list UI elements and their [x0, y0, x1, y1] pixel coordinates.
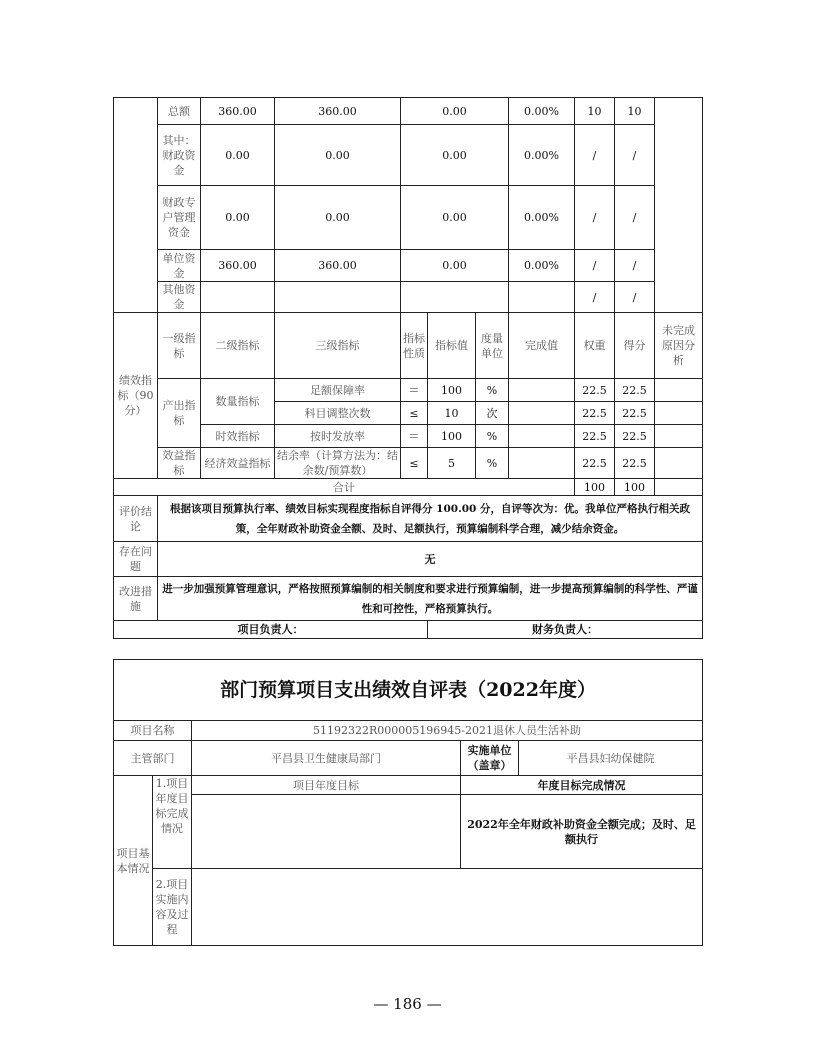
- done: [509, 448, 575, 479]
- page-number: — 186 —: [373, 995, 442, 1013]
- budget-row: [114, 282, 703, 313]
- score: 22.5: [615, 448, 655, 479]
- header-score: 得分: [615, 313, 655, 379]
- executed: 0.00: [401, 250, 509, 282]
- indicator: 按时发放率: [275, 425, 401, 448]
- annual-budget: 360.00: [201, 250, 275, 282]
- problems-text: 无: [158, 542, 703, 577]
- annual-budget: [201, 282, 275, 313]
- nature: ＝: [401, 379, 428, 402]
- value: 10: [428, 402, 476, 425]
- header-level2: 二级指标: [201, 313, 275, 379]
- goal-text: [192, 795, 461, 869]
- completion-text: 2022年全年财政补助资金全额完成；及时、足额执行: [461, 795, 703, 869]
- weight: /: [575, 186, 615, 250]
- unit: %: [476, 425, 509, 448]
- full-year-budget: [275, 282, 401, 313]
- done: [509, 379, 575, 402]
- total-score: 100: [615, 479, 655, 496]
- weight: 22.5: [575, 379, 615, 402]
- project-lead-signature: 项目负责人：: [114, 621, 428, 639]
- done: [509, 425, 575, 448]
- reason: [655, 402, 703, 425]
- row-label: 总额: [158, 98, 201, 125]
- execution-rate: 0.00%: [509, 98, 575, 125]
- value: 100: [428, 379, 476, 402]
- form-title: 部门预算项目支出绩效自评表（2022年度）: [114, 660, 703, 721]
- perf-section-label: 绩效指标（90分）: [114, 313, 158, 479]
- executed: [401, 282, 509, 313]
- full-year-budget: 360.00: [275, 250, 401, 282]
- basic-info-label: 项目基本情况: [114, 776, 153, 946]
- header-unit: 度量单位: [476, 313, 509, 379]
- cell-blank: [655, 479, 703, 496]
- score: /: [615, 186, 655, 250]
- self-evaluation-form: [113, 659, 703, 946]
- header-done: 完成值: [509, 313, 575, 379]
- weight: 10: [575, 98, 615, 125]
- full-year-budget: 0.00: [275, 186, 401, 250]
- value: 100: [428, 425, 476, 448]
- perf-row: [114, 379, 703, 402]
- score: 22.5: [615, 402, 655, 425]
- budget-row: [114, 125, 703, 186]
- annual-budget: 360.00: [201, 98, 275, 125]
- level1-benefit: 效益指标: [158, 448, 201, 479]
- full-year-budget: 0.00: [275, 125, 401, 186]
- perf-header-row: [114, 313, 703, 379]
- header-reason: 未完成原因分析: [655, 313, 703, 379]
- indicator: 足额保障率: [275, 379, 401, 402]
- row-label: 其他资金: [158, 282, 201, 313]
- weight: 22.5: [575, 425, 615, 448]
- row-label: 其中：财政资金: [158, 125, 201, 186]
- done: [509, 402, 575, 425]
- executed: 0.00: [401, 186, 509, 250]
- reason: [655, 379, 703, 402]
- conclusion-row: [114, 496, 703, 542]
- impl-unit-label: 实施单位（盖章）: [461, 741, 519, 776]
- problems-label: 存在问题: [114, 542, 158, 577]
- perf-row: [114, 448, 703, 479]
- improve-label: 改进措施: [114, 577, 158, 621]
- total-weight: 100: [575, 479, 615, 496]
- dept-value: 平昌县卫生健康局部门: [192, 741, 461, 776]
- project-name: 51192322R000005196945-2021退休人员生活补助: [192, 721, 703, 741]
- dept-label: 主管部门: [114, 741, 192, 776]
- unit: %: [476, 379, 509, 402]
- weight: 22.5: [575, 448, 615, 479]
- value: 5: [428, 448, 476, 479]
- project-name-label: 项目名称: [114, 721, 192, 741]
- level2-quantity: 数量指标: [201, 379, 275, 425]
- signature-row: [114, 621, 703, 639]
- cell-blank: [114, 98, 158, 313]
- header-level1: 一级指标: [158, 313, 201, 379]
- nature: ≤: [401, 402, 428, 425]
- annual-budget: 0.00: [201, 125, 275, 186]
- header-weight: 权重: [575, 313, 615, 379]
- execution-rate: 0.00%: [509, 186, 575, 250]
- header-level3: 三级指标: [275, 313, 401, 379]
- level1-output: 产出指标: [158, 379, 201, 448]
- weight: /: [575, 282, 615, 313]
- score: 22.5: [615, 379, 655, 402]
- nature: ≤: [401, 448, 428, 479]
- score: /: [615, 250, 655, 282]
- goal-header: 项目年度目标: [192, 776, 461, 795]
- unit: %: [476, 448, 509, 479]
- weight: 22.5: [575, 402, 615, 425]
- level2-timeliness: 时效指标: [201, 425, 275, 448]
- executed: 0.00: [401, 125, 509, 186]
- completion-header: 年度目标完成情况: [461, 776, 703, 795]
- executed: 0.00: [401, 98, 509, 125]
- finance-lead-signature: 财务负责人：: [428, 621, 703, 639]
- weight: /: [575, 250, 615, 282]
- execution-rate: 0.00%: [509, 125, 575, 186]
- total-label: 合计: [114, 479, 575, 496]
- budget-row: [114, 98, 703, 125]
- annual-budget: 0.00: [201, 186, 275, 250]
- row-label: 单位资金: [158, 250, 201, 282]
- budget-row: [114, 250, 703, 282]
- header-value: 指标值: [428, 313, 476, 379]
- reason: [655, 425, 703, 448]
- problems-row: [114, 542, 703, 577]
- score: 22.5: [615, 425, 655, 448]
- budget-performance-table: [113, 97, 703, 639]
- item2-label: 2.项目实施内容及过程: [153, 869, 192, 946]
- weight: /: [575, 125, 615, 186]
- level2-economic: 经济效益指标: [201, 448, 275, 479]
- improve-row: [114, 577, 703, 621]
- perf-row: [114, 425, 703, 448]
- conclusion-label: 评价结论: [114, 496, 158, 542]
- item2-text: [192, 869, 703, 946]
- indicator: 结余率（计算方法为：结余数/预算数）: [275, 448, 401, 479]
- reason: [655, 448, 703, 479]
- score: /: [615, 125, 655, 186]
- total-row: [114, 479, 703, 496]
- conclusion-text: 根据该项目预算执行率、绩效目标实现程度指标自评得分 100.00 分，自评等次为：优。我单位严格执行相关政策，全年财政补助资金全额、及时、足额执行，预算编制科学合理，减少结余资金。: [158, 496, 703, 542]
- impl-unit-value: 平昌县妇幼保健院: [519, 741, 703, 776]
- score: /: [615, 282, 655, 313]
- execution-rate: 0.00%: [509, 250, 575, 282]
- unit: 次: [476, 402, 509, 425]
- improve-text: 进一步加强预算管理意识，严格按照预算编制的相关制度和要求进行预算编制，进一步提高预算编制的科学性、严谨性和可控性，严格预算执行。: [158, 577, 703, 621]
- full-year-budget: 360.00: [275, 98, 401, 125]
- budget-row: [114, 186, 703, 250]
- nature: ＝: [401, 425, 428, 448]
- score: 10: [615, 98, 655, 125]
- item1-label: 1.项目年度目标完成情况: [153, 776, 192, 869]
- row-label: 财政专户管理资金: [158, 186, 201, 250]
- execution-rate: [509, 282, 575, 313]
- header-nature: 指标性质: [401, 313, 428, 379]
- cell-blank: [655, 98, 703, 313]
- indicator: 科目调整次数: [275, 402, 401, 425]
